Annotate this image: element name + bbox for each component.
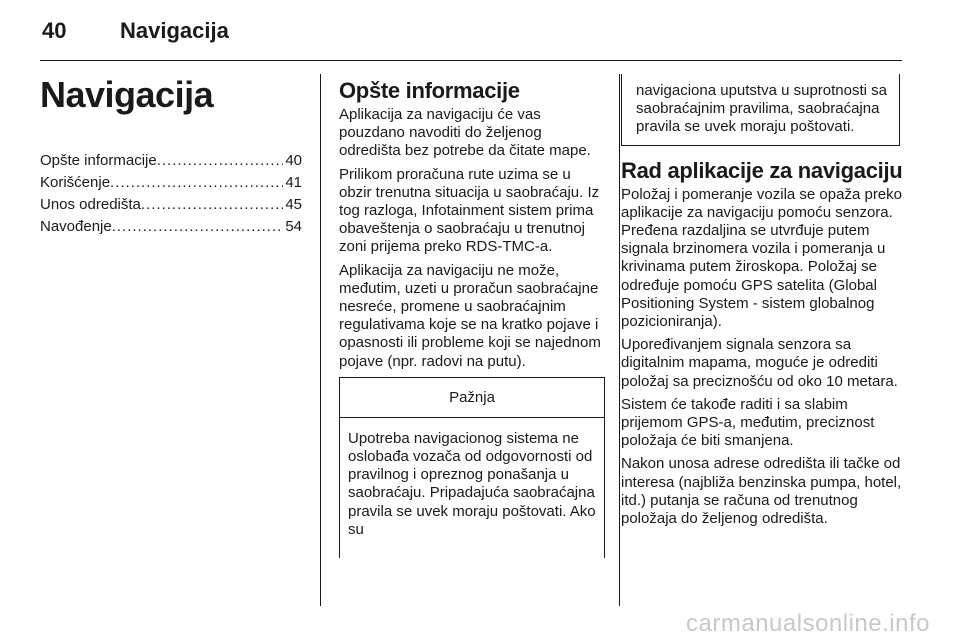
notice-box-continuation <box>621 74 900 146</box>
paragraph: Aplikacija za navigaciju ne može, međutim, uzeti u proračun saobraćajne nesreće, promene u saobraćajnim regulativama koje se na kratko pojave i opasnosti ili probleme koji se najednom pojave (npr. radovi na putu). <box>339 261 601 370</box>
toc-entry-label: Opšte informacije <box>40 152 157 169</box>
toc-entry-page: 41 <box>285 174 302 191</box>
toc-entry-label: Navođenje <box>40 218 112 235</box>
paragraph: Sistem će takođe raditi i sa slabim prijemom GPS-a, međutim, preciznost položaja će biti smanjena. <box>621 395 875 450</box>
toc-leader-dots <box>157 150 284 172</box>
toc-entry[interactable] <box>40 150 302 172</box>
toc-entry-label: Unos odredišta <box>40 196 141 213</box>
toc-entry-page: 40 <box>285 152 302 169</box>
running-title: Navigacija <box>120 18 229 43</box>
toc-entry[interactable] <box>40 194 302 216</box>
watermark: carmanualsonline.info <box>686 610 930 637</box>
page-number: 40 <box>42 18 67 43</box>
toc-entry[interactable] <box>40 216 302 238</box>
chapter-title: Navigacija <box>40 74 214 115</box>
notice-heading: Pažnja <box>340 378 604 418</box>
toc-entry-page: 45 <box>285 196 302 213</box>
toc-leader-dots <box>141 194 283 216</box>
notice-continuation-text: navigaciona uputstva u suprotnosti sa saobraćajnim pravilima, saobraćajna pravila se uvek moraju poštovati. <box>636 82 887 136</box>
operation-column <box>621 74 903 533</box>
notice-box <box>339 377 605 558</box>
notice-text: Upotreba navigacionog sistema ne oslobađa vozača od odgovornosti od pravilnog i opreznog ponašanja u saobraćaju. Pripadajuća saobraćajna pravila se uvek moraju poštovati. Ako su <box>348 429 596 538</box>
column-divider <box>619 74 620 606</box>
toc-entry-label: Korišćenje <box>40 174 111 191</box>
paragraph: Nakon unosa adrese odredišta ili tačke od interesa (najbliža benzinska pumpa, hotel, itd.) putanja se računa od trenutnog položaja do željenog odredišta. <box>621 455 902 528</box>
column-divider <box>320 74 321 606</box>
toc-entry[interactable] <box>40 172 302 194</box>
toc-leader-dots <box>110 172 283 194</box>
table-of-contents <box>40 150 302 238</box>
chapter-column <box>40 74 302 238</box>
general-info-column <box>339 78 605 558</box>
paragraph: Položaj i pomeranje vozila se opaža preko aplikacije za navigaciju pomoću senzora. Pređena razdaljina se utvrđuje putem signala brzinomera vozila i pomeranja u krivinama putem žiroskopa. Položaj se određuje pomoću GPS satelita (Global Positioning System - sistem globalnog pozicioniranja). <box>621 185 902 331</box>
section-title-general: Opšte informacije <box>339 78 520 103</box>
toc-leader-dots <box>112 216 284 238</box>
paragraph: Prilikom proračuna rute uzima se u obzir trenutna situacija u saobraćaju. Iz tog razloga, Infotainment sistem prima obaveštenja o saobraćaju u trenutnoj zoni prijema preko RDS-TMC-a. <box>339 165 600 256</box>
paragraph: Aplikacija za navigaciju će vas pouzdano navoditi do željenog odredišta bez potrebe da čitate mape. <box>339 106 591 160</box>
paragraph: Upoređivanjem signala senzora sa digitalnim mapama, moguće je odrediti položaj sa preciznošću od oko 10 metara. <box>621 336 898 390</box>
header-rule <box>40 60 902 61</box>
section-title-operation: Rad aplikacije za navigaciju <box>621 157 903 183</box>
toc-entry-page: 54 <box>285 218 302 235</box>
